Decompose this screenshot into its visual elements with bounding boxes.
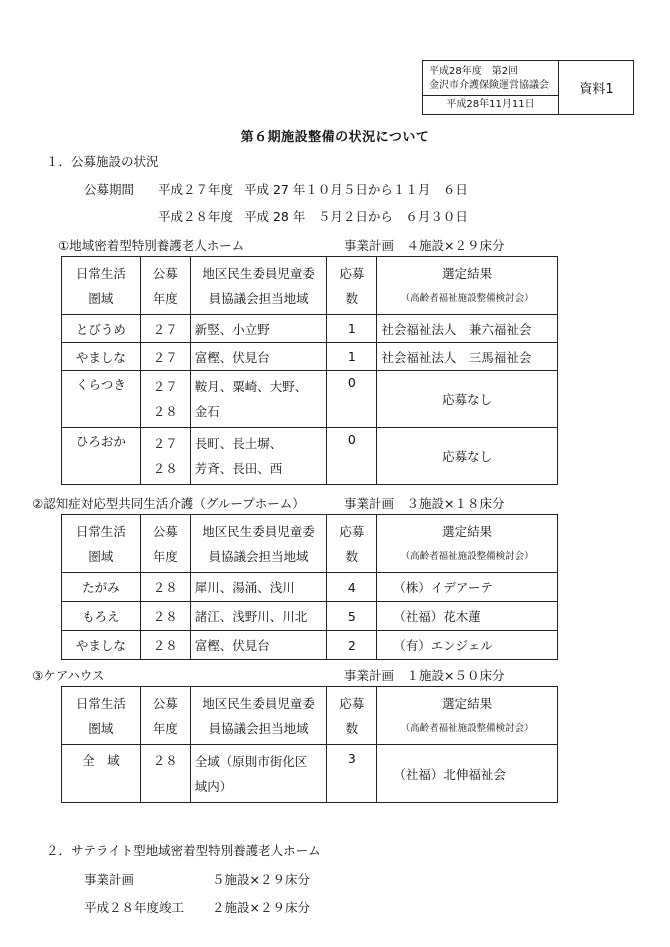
table-row <box>62 602 558 631</box>
section2-plan-label: 事業計画 <box>84 872 135 887</box>
table1-plan: 事業計画 ４施設×２９床分 <box>344 238 505 253</box>
meeting-line1: 平成28年度 第2回 <box>429 66 519 77</box>
row-year-line1: ２７ <box>152 436 178 451</box>
row-year <box>140 371 190 428</box>
header-year-line2: 年度 <box>152 720 178 736</box>
table-header-row <box>62 687 558 745</box>
row-result: 社会福祉法人 三馬福祉会 <box>377 343 558 371</box>
table3-name: ③ケアハウス <box>32 668 105 683</box>
header-year-line2: 年度 <box>152 548 178 564</box>
header-area-line2: 圏域 <box>88 720 114 736</box>
row-district <box>190 371 327 428</box>
table2 <box>61 514 558 660</box>
row-district-line1: 鞍月、粟崎、大野、 <box>194 379 308 394</box>
row-district-line1: 長町、長土塀、 <box>194 436 283 451</box>
row-result: （社福）北伸福祉会 <box>377 745 558 803</box>
header-applicants-line2: 数 <box>345 548 359 564</box>
header-area-line1: 日常生活 <box>75 695 126 711</box>
row-district-line2: 芳斉、長田、西 <box>194 461 283 476</box>
meeting-date: 平成28年11月11日 <box>423 95 558 114</box>
header-area-line1: 日常生活 <box>75 265 126 281</box>
table-row <box>62 371 558 428</box>
table2-name: ②認知症対応型共同生活介護（グループホーム） <box>32 496 305 511</box>
row-result: （社福）花木蓮 <box>377 602 558 631</box>
row-count: 4 <box>327 573 377 602</box>
header-applicants-line1: 応募 <box>339 265 365 281</box>
table-row <box>62 745 558 803</box>
header-area-line1: 日常生活 <box>75 523 126 539</box>
header-district-line1: 地区民生委員児童委 <box>202 265 315 281</box>
row-district-line2: 域内） <box>194 778 233 794</box>
row-district-line2: 金石 <box>194 404 220 419</box>
section2-plan-value: ５施設×２９床分 <box>212 872 310 887</box>
row-area: とびうめ <box>62 315 141 343</box>
header-year <box>140 257 190 315</box>
header-result-title: 選定結果 <box>442 523 493 539</box>
header-area-line2: 圏域 <box>88 548 114 564</box>
row-count: 0 <box>327 428 377 485</box>
period-label: 公募期間 <box>84 182 135 197</box>
section2-done-value: ２施設×２９床分 <box>212 900 310 915</box>
doc-label: 資料1 <box>579 82 614 97</box>
header-result <box>377 687 558 745</box>
table-row <box>62 631 558 660</box>
period-range-28: 平成 28 年 ５月２日から ６月３０日 <box>244 209 468 224</box>
row-area: やましな <box>62 631 141 660</box>
header-year-line2: 年度 <box>152 290 178 306</box>
row-year: ２８ <box>140 573 190 602</box>
table2-plan: 事業計画 ３施設×１８床分 <box>344 496 505 511</box>
row-area: たがみ <box>62 573 141 602</box>
row-year-line2: ２８ <box>152 404 178 419</box>
header-year <box>140 515 190 573</box>
header-result-sub: （高齢者福祉施設整備検討会） <box>400 722 534 734</box>
header-year-line1: 公募 <box>152 695 178 711</box>
row-year: ２７ <box>140 315 190 343</box>
header-applicants <box>327 687 377 745</box>
table-row <box>62 573 558 602</box>
meeting-info <box>423 61 559 114</box>
row-district: 犀川、湯涌、浅川 <box>190 573 327 602</box>
table1 <box>61 256 558 485</box>
row-district <box>190 745 327 803</box>
row-area: 全 域 <box>62 745 141 803</box>
row-area: くらつき <box>62 371 141 428</box>
row-result: 社会福祉法人 兼六福祉会 <box>377 315 558 343</box>
header-result <box>377 257 558 315</box>
row-year: ２７ <box>140 343 190 371</box>
table3-plan: 事業計画 １施設×５０床分 <box>344 668 505 683</box>
table1-name: ①地域密着型特別養護老人ホーム <box>58 238 245 253</box>
row-area: もろえ <box>62 602 141 631</box>
row-district: 諸江、浅野川、川北 <box>190 602 327 631</box>
row-year: ２８ <box>140 745 190 803</box>
page-title: 第６期施設整備の状況について <box>240 130 430 145</box>
header-area <box>62 257 141 315</box>
row-count: 1 <box>327 315 377 343</box>
table3 <box>61 686 558 803</box>
row-result: （株）イデアーテ <box>377 573 558 602</box>
row-district: 新竪、小立野 <box>190 315 327 343</box>
period-year-28: 平成２８年度 <box>158 209 234 224</box>
table-row <box>62 343 558 371</box>
row-count: 2 <box>327 631 377 660</box>
row-district: 富樫、伏見台 <box>190 343 327 371</box>
header-result <box>377 515 558 573</box>
row-year <box>140 428 190 485</box>
header-area <box>62 687 141 745</box>
row-year-line1: ２７ <box>152 379 178 394</box>
header-district-line1: 地区民生委員児童委 <box>202 695 315 711</box>
header-result-sub: （高齢者福祉施設整備検討会） <box>400 292 534 304</box>
header-result-title: 選定結果 <box>442 265 493 281</box>
header-area-line2: 圏域 <box>88 290 114 306</box>
header-result-title: 選定結果 <box>442 695 493 711</box>
row-result: 応募なし <box>377 428 558 485</box>
row-result: （有）エンジェル <box>377 631 558 660</box>
header-district <box>190 687 327 745</box>
header-applicants-line2: 数 <box>345 290 359 306</box>
header-year-line1: 公募 <box>152 523 178 539</box>
header-applicants-line1: 応募 <box>339 523 365 539</box>
row-district <box>190 428 327 485</box>
header-district-line2: 員協議会担当地域 <box>208 290 309 306</box>
table-header-row <box>62 515 558 573</box>
row-year: ２８ <box>140 631 190 660</box>
table-row <box>62 428 558 485</box>
period-year-27: 平成２７年度 <box>158 182 234 197</box>
header-result-sub: （高齢者福祉施設整備検討会） <box>400 550 534 562</box>
table-row <box>62 315 558 343</box>
table-header-row <box>62 257 558 315</box>
row-result: 応募なし <box>377 371 558 428</box>
header-district <box>190 257 327 315</box>
header-area <box>62 515 141 573</box>
header-applicants-line2: 数 <box>345 720 359 736</box>
header-year-line1: 公募 <box>152 265 178 281</box>
row-district-line1: 全域（原則市街化区 <box>194 753 308 769</box>
header-applicants <box>327 515 377 573</box>
header-applicants <box>327 257 377 315</box>
header-box <box>422 60 634 115</box>
header-district-line1: 地区民生委員児童委 <box>202 523 315 539</box>
row-count: 5 <box>327 602 377 631</box>
meeting-line2: 金沢市介護保険運営協議会 <box>429 80 549 91</box>
section1-heading: １．公募施設の状況 <box>46 154 159 169</box>
row-count: 0 <box>327 371 377 428</box>
row-year: ２８ <box>140 602 190 631</box>
row-district: 富樫、伏見台 <box>190 631 327 660</box>
row-area: ひろおか <box>62 428 141 485</box>
row-count: 1 <box>327 343 377 371</box>
section2-heading: ２．サテライト型地域密着型特別養護老人ホーム <box>46 843 321 858</box>
row-area: やましな <box>62 343 141 371</box>
row-year-line2: ２８ <box>152 461 178 476</box>
header-district-line2: 員協議会担当地域 <box>208 548 309 564</box>
header-applicants-line1: 応募 <box>339 695 365 711</box>
header-district-line2: 員協議会担当地域 <box>208 720 309 736</box>
row-count: 3 <box>327 745 377 803</box>
header-district <box>190 515 327 573</box>
header-year <box>140 687 190 745</box>
section2-done-label: 平成２８年度竣工 <box>84 900 185 915</box>
period-range-27: 平成 27 年１０月５日から１１月 ６日 <box>244 182 468 197</box>
